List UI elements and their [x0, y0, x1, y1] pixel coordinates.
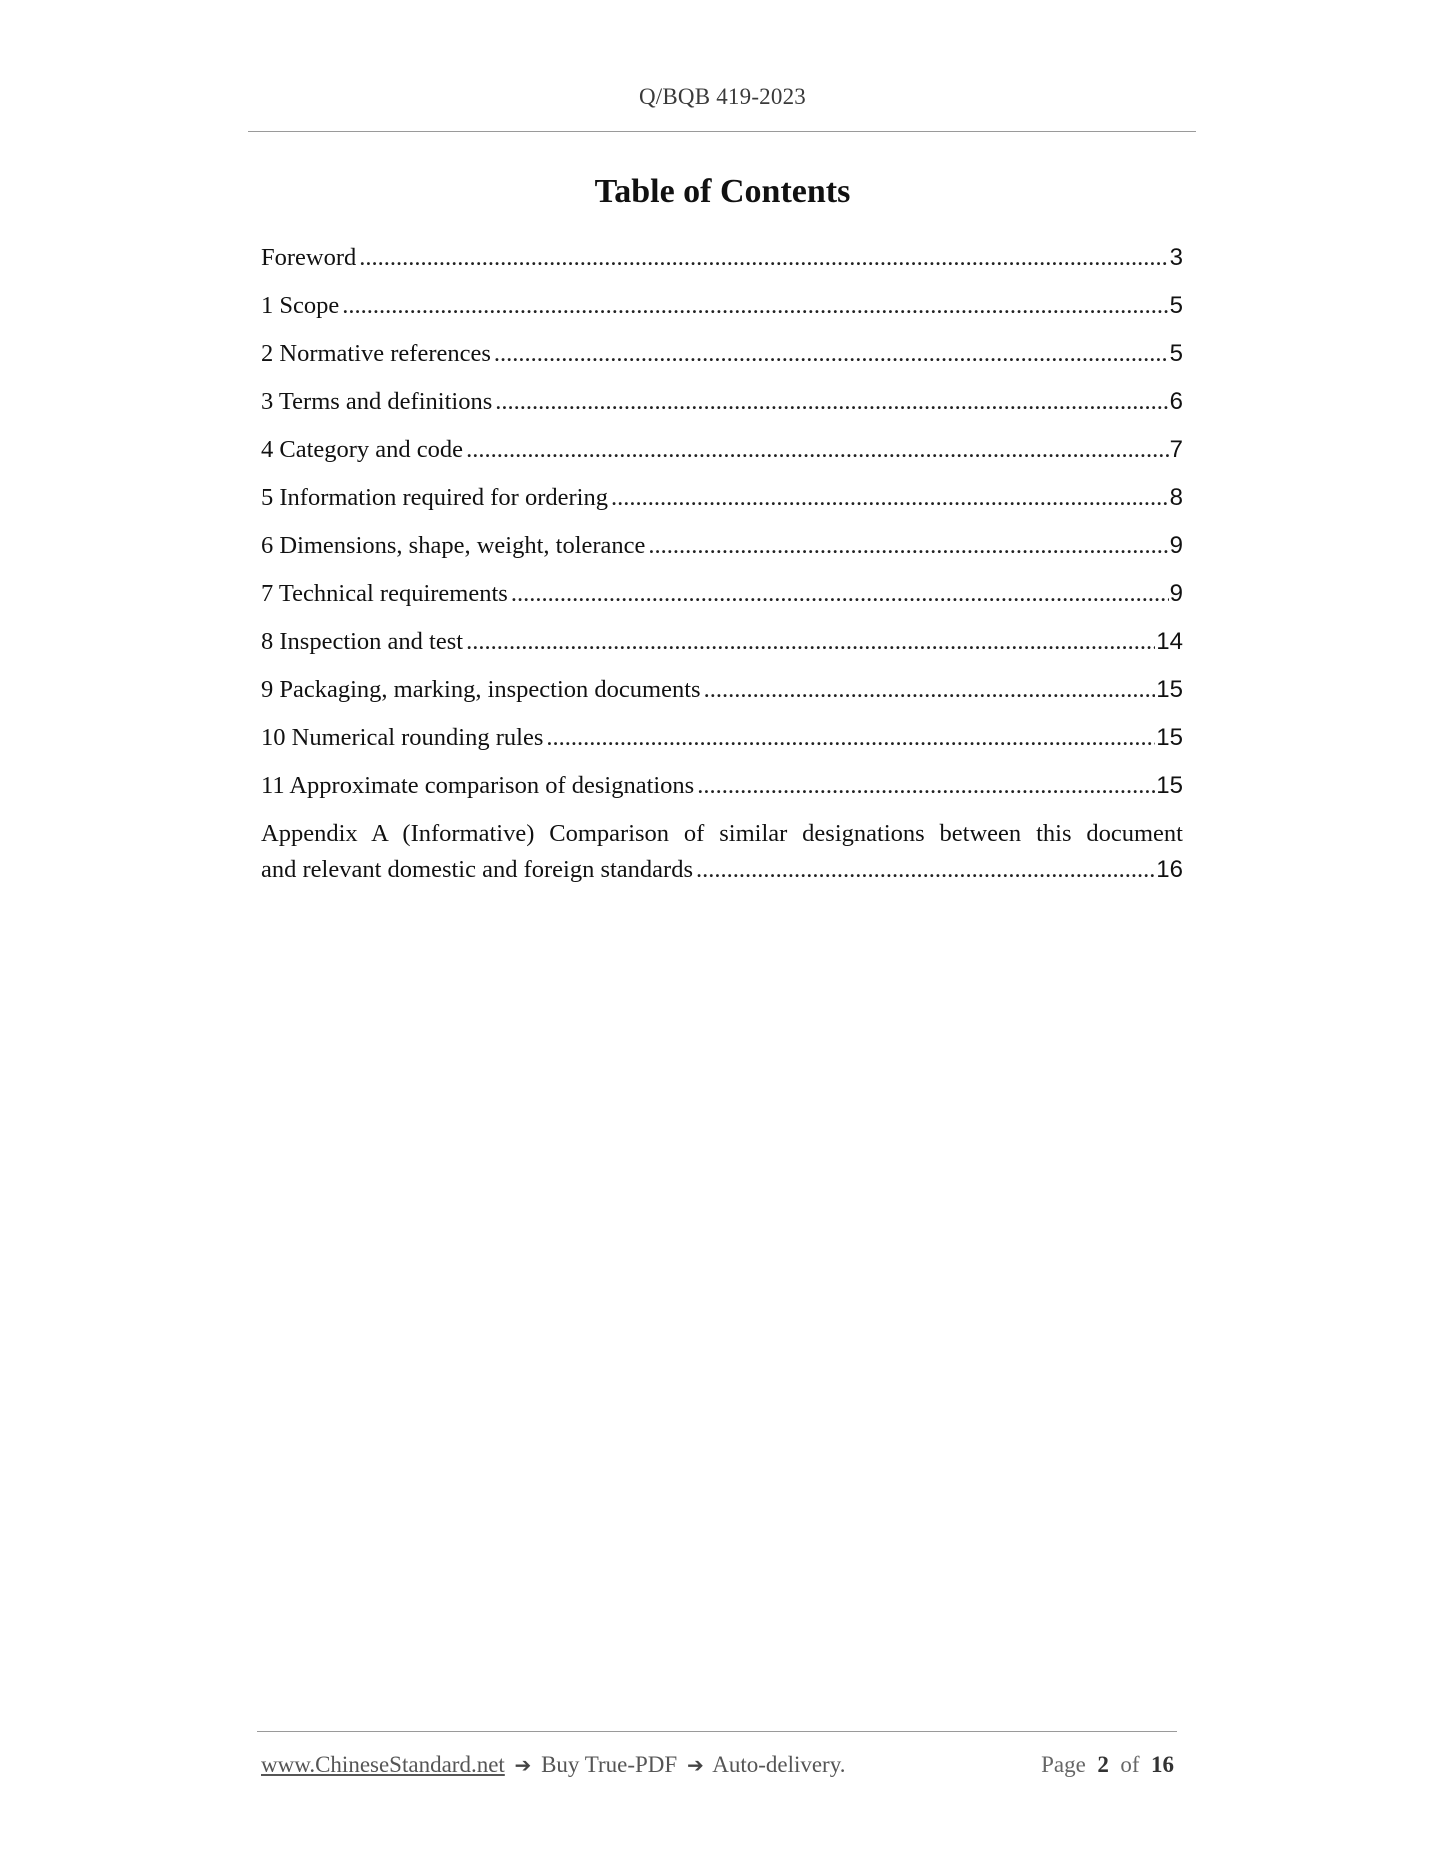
toc-entry-normative-references[interactable]: [261, 336, 1183, 384]
footer-step-buy: Buy True-PDF: [541, 1752, 678, 1777]
page-total: 16: [1151, 1752, 1174, 1777]
dot-leader: [648, 528, 1168, 564]
toc-entry-page: 9: [1169, 580, 1183, 607]
dot-leader: [342, 288, 1168, 324]
dot-leader: [611, 480, 1169, 516]
toc-entry-label: 8 Inspection and test: [261, 628, 464, 655]
dot-leader: [466, 624, 1155, 660]
toc-entry-page: 14: [1156, 628, 1183, 655]
toc-entry-label: 1 Scope: [261, 292, 340, 319]
dot-leader: [494, 336, 1169, 372]
toc-entry-rounding-rules[interactable]: [261, 720, 1183, 768]
toc-entry-appendix-a[interactable]: [261, 816, 1183, 888]
toc-entry-label: 7 Technical requirements: [261, 580, 508, 607]
dot-leader: [546, 720, 1155, 756]
toc-entry-label: 2 Normative references: [261, 340, 491, 367]
page-indicator: [1041, 1752, 1174, 1778]
table-of-contents: [261, 240, 1183, 888]
toc-entry-page: 16: [1156, 856, 1183, 883]
website-link[interactable]: www.ChineseStandard.net: [261, 1752, 505, 1777]
toc-appendix-label-line1: Appendix A (Informative) Comparison of similar designations between this document: [261, 820, 1183, 847]
toc-entry-ordering-info[interactable]: [261, 480, 1183, 528]
toc-entry-page: 7: [1169, 436, 1183, 463]
toc-entry-page: 5: [1169, 340, 1183, 367]
page-current: 2: [1097, 1752, 1109, 1777]
page-word: Page: [1041, 1752, 1086, 1777]
right-arrow-icon: ➔: [686, 1753, 704, 1777]
toc-entry-label: 5 Information required for ordering: [261, 484, 608, 511]
dot-leader: [696, 852, 1155, 888]
toc-entry-label: 3 Terms and definitions: [261, 388, 493, 415]
dot-leader: [495, 384, 1168, 420]
header-divider: [248, 131, 1196, 132]
toc-entry-packaging[interactable]: [261, 672, 1183, 720]
page-title: Table of Contents: [594, 173, 851, 210]
toc-appendix-line2: [261, 852, 1183, 888]
toc-entry-inspection-test[interactable]: [261, 624, 1183, 672]
toc-entry-page: 9: [1169, 532, 1183, 559]
right-arrow-icon: ➔: [514, 1753, 532, 1777]
toc-entry-page: 15: [1156, 772, 1183, 799]
toc-entry-label: 11 Approximate comparison of designations: [261, 772, 695, 799]
toc-entry-page: 8: [1169, 484, 1183, 511]
dot-leader: [511, 576, 1169, 612]
toc-entry-technical-requirements[interactable]: [261, 576, 1183, 624]
toc-entry-label: 9 Packaging, marking, inspection documents: [261, 676, 701, 703]
of-word: of: [1120, 1752, 1140, 1777]
dot-leader: [704, 672, 1156, 708]
toc-entry-label: 10 Numerical rounding rules: [261, 724, 544, 751]
footer-step-delivery: Auto-delivery.: [712, 1752, 846, 1777]
toc-entry-page: 3: [1169, 244, 1183, 271]
toc-entry-label: Foreword: [261, 244, 357, 271]
toc-entry-page: 6: [1169, 388, 1183, 415]
dot-leader: [697, 768, 1155, 804]
toc-entry-page: 15: [1156, 724, 1183, 751]
toc-entry-page: 5: [1169, 292, 1183, 319]
footer-promo: [261, 1752, 845, 1778]
toc-entry-label: 6 Dimensions, shape, weight, tolerance: [261, 532, 646, 559]
dot-leader: [466, 432, 1169, 468]
header-doc-code: Q/BQB 419-2023: [638, 84, 806, 109]
toc-entry-scope[interactable]: [261, 288, 1183, 336]
footer-divider: [257, 1731, 1177, 1732]
toc-entry-page: 15: [1156, 676, 1183, 703]
dot-leader: [359, 240, 1168, 276]
toc-entry-category-code[interactable]: [261, 432, 1183, 480]
toc-entry-foreword[interactable]: [261, 240, 1183, 288]
toc-entry-designation-comparison[interactable]: [261, 768, 1183, 816]
toc-entry-dimensions[interactable]: [261, 528, 1183, 576]
toc-appendix-label-line2: and relevant domestic and foreign standards: [261, 856, 694, 883]
toc-entry-label: 4 Category and code: [261, 436, 464, 463]
toc-entry-terms-definitions[interactable]: [261, 384, 1183, 432]
